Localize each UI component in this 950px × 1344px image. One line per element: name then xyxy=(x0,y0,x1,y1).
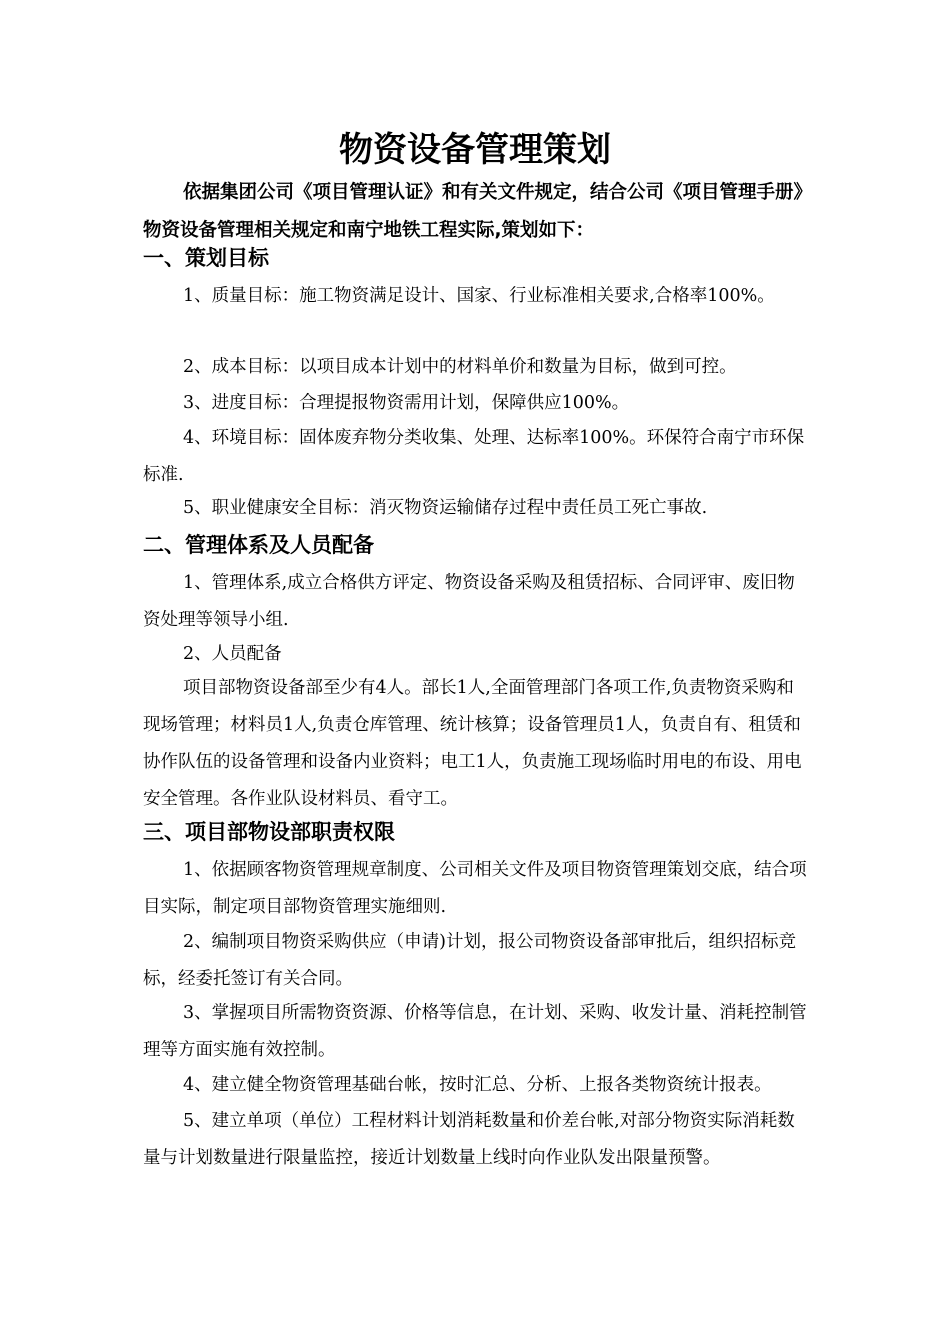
document-title: 物资设备管理策划 xyxy=(339,130,611,170)
goal-schedule: 3、进度目标：合理提报物资需用计划，保障供应100%。 xyxy=(183,393,630,413)
intro-paragraph: 依据集团公司《项目管理认证》和有关文件规定，结合公司《项目管理手册》物资设备管理相关规定和南宁地铁工程实际,策划如下： xyxy=(143,182,803,241)
goal-cost: 2、成本目标：以项目成本计划中的材料单价和数量为目标，做到可控。 xyxy=(183,357,737,377)
section-heading-management: 二、管理体系及人员配备 xyxy=(143,533,374,557)
staffing-heading: 2、人员配备 xyxy=(183,644,282,664)
responsibility-4: 4、建立健全物资管理基础台帐，按时汇总、分析、上报各类物资统计报表。 xyxy=(183,1075,772,1095)
goal-quality: 1、质量目标：施工物资满足设计、国家、行业标准相关要求,合格率100%。 xyxy=(183,286,775,306)
section-heading-goals: 一、策划目标 xyxy=(143,246,269,270)
goal-safety: 5、职业健康安全目标：消灭物资运输储存过程中责任员工死亡事故. xyxy=(183,498,708,518)
section-heading-responsibilities: 三、项目部物设部职责权限 xyxy=(143,820,395,844)
responsibility-1: 1、依据顾客物资管理规章制度、公司相关文件及项目物资管理策划交底，结合项目实际，制定项目部物资管理实施细则. xyxy=(143,860,807,917)
responsibility-5: 5、建立单项（单位）工程材料计划消耗数量和价差台帐,对部分物资实际消耗数量与计划数量进行限量监控，接近计划数量上线时向作业队发出限量预警。 xyxy=(143,1111,795,1168)
responsibility-3: 3、掌握项目所需物资资源、价格等信息，在计划、采购、收发计量、消耗控制管理等方面实施有效控制。 xyxy=(143,1003,807,1060)
goal-environment: 4、环境目标：固体废弃物分类收集、处理、达标率100%。环保符合南宁市环保标准. xyxy=(143,428,805,485)
staffing-details: 项目部物资设备部至少有4人。部长1人,全面管理部门各项工作,负责物资采购和现场管理；材料员1人,负责仓库管理、统计核算；设备管理员1人，负责自有、租赁和协作队伍的设备管理和设备内业资料；电工1人，负责施工现场临时用电的布设、用电安全管理。各作业队设材料员、看守工。 xyxy=(143,678,802,809)
management-system: 1、管理体系,成立合格供方评定、物资设备采购及租赁招标、合同评审、废旧物资处理等领导小组. xyxy=(143,573,795,630)
responsibility-2: 2、编制项目物资采购供应（申请)计划，报公司物资设备部审批后，组织招标竞标，经委托签订有关合同。 xyxy=(143,932,796,989)
